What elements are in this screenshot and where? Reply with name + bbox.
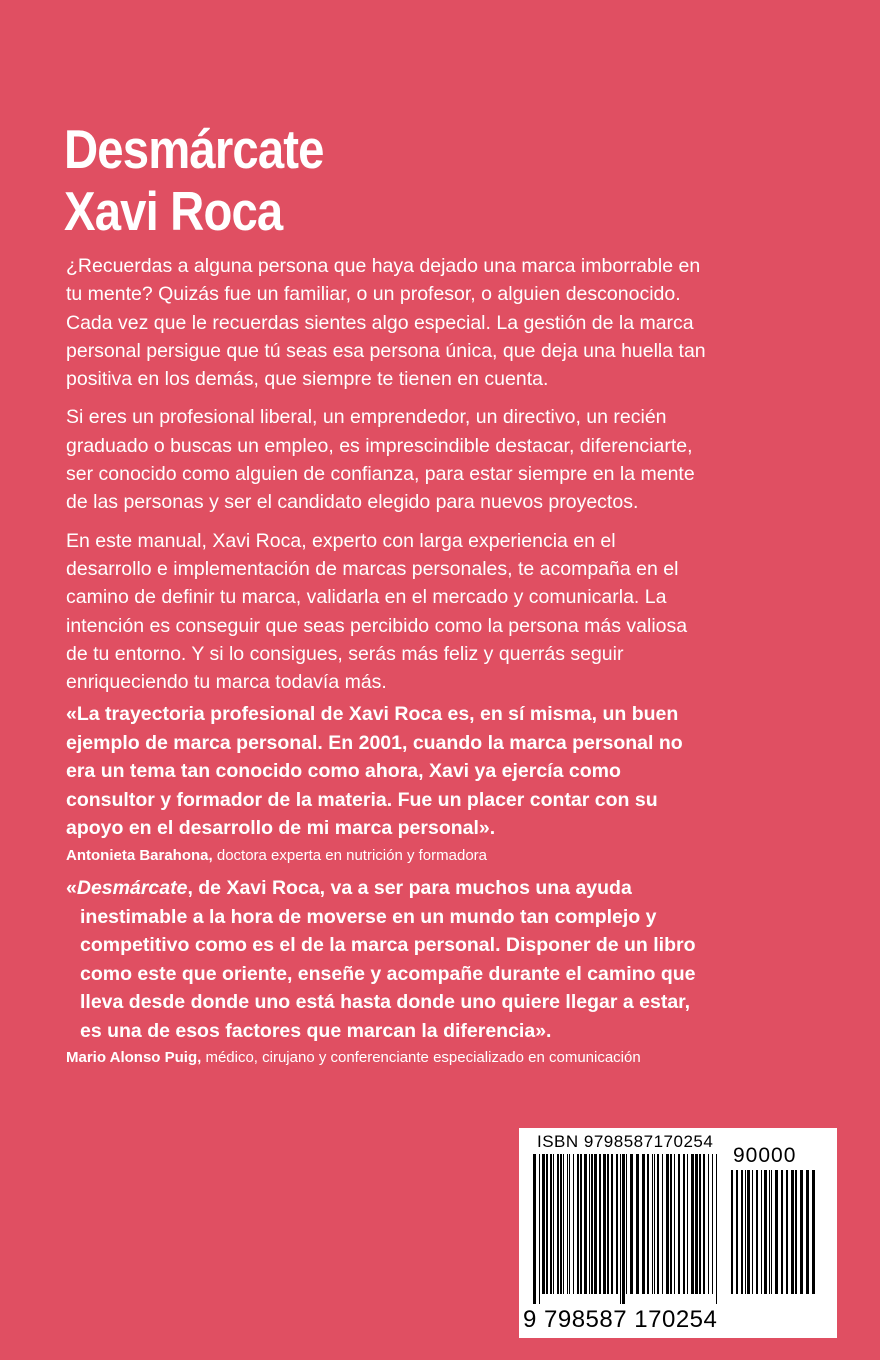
barcode-bar — [786, 1170, 788, 1294]
barcode-bar — [569, 1154, 570, 1294]
barcode-bar — [553, 1154, 554, 1294]
barcode-bar — [775, 1170, 778, 1294]
barcode-bar — [761, 1170, 762, 1294]
testimonial-2-text — [66, 874, 696, 1045]
barcode-bar — [642, 1154, 645, 1294]
barcode-bar — [674, 1154, 675, 1294]
barcode-bar — [533, 1154, 536, 1304]
barcode-bar — [800, 1170, 803, 1294]
barcode-bar — [647, 1154, 649, 1294]
testimonial-2-author: Mario Alonso Puig, — [66, 1049, 202, 1066]
barcode-bar — [791, 1170, 794, 1294]
barcode-bar — [616, 1154, 618, 1294]
barcode-bar — [607, 1154, 609, 1294]
testimonial-2-first-line: , de Xavi Roca, va a ser para muchos una ayuda — [187, 877, 632, 899]
barcode-bar — [599, 1154, 601, 1294]
isbn-label: ISBN 9798587170254 — [537, 1132, 714, 1151]
barcode-addon-bars-icon — [731, 1170, 821, 1304]
barcode-bar — [611, 1154, 613, 1294]
testimonial-2-attribution — [66, 1047, 696, 1069]
barcode-bar — [620, 1154, 621, 1304]
barcode-bar — [577, 1154, 579, 1294]
barcode-bar — [747, 1170, 750, 1294]
synopsis-paragraph-3: En este manual, Xavi Roca, experto con larga experiencia en el desarrollo e implementación de marcas personales, te acompaña en el camino de definir tu marca, validarla en el mercado y comunicarla. La intención es conseguir que seas percibido como la persona más valiosa de tu entorno. Y si lo consigues, serás más feliz y querrás seguir enriqueciendo tu marca todavía más. — [66, 529, 688, 694]
synopsis-paragraph-1: ¿Recuerdas a alguna persona que haya dejado una marca imborrable en tu mente? Quizás fue un familiar, o un profesor, o alguien desconocido. Cada vez que le recuerdas sientes algo especial. La gestión de la marca personal persigue que tú seas esa persona única, que deja una huella tan positiva en los demás, que siempre te tienen en cuenta. — [66, 255, 706, 391]
barcode-bar — [806, 1170, 809, 1294]
barcode-bar — [636, 1154, 639, 1294]
barcode-bar — [678, 1154, 680, 1294]
barcode-bar — [626, 1154, 627, 1294]
barcode-bar — [795, 1170, 797, 1294]
barcode-bar — [539, 1154, 540, 1304]
barcode-bar — [703, 1154, 705, 1294]
barcode-bar — [752, 1170, 753, 1294]
barcode-bar — [584, 1154, 587, 1294]
testimonial-2 — [66, 874, 696, 1069]
isbn-digits: 9 798587 170254 — [523, 1306, 718, 1333]
barcode-bar — [771, 1170, 772, 1294]
testimonial-2-open-quote: « — [66, 877, 77, 899]
barcode-bar — [662, 1154, 663, 1294]
barcode-bar — [691, 1154, 694, 1294]
barcode-bar — [781, 1170, 783, 1294]
testimonial-1-text: «La trayectoria profesional de Xavi Roca es, en sí misma, un buen ejemplo de marca personal. En 2001, cuando la marca personal no era un tema tan conocido como ahora, Xavi ya ejercía como consultor y formador de la materia. Fue un placer contar con su apoyo en el desarrollo de mi marca personal». — [66, 703, 683, 839]
barcode-bar — [594, 1154, 597, 1294]
testimonial-2-rest: inestimable a la hora de moverse en un mundo tan complejo y competitivo como es el de la marca personal. Disponer de un libro como este que oriente, enseñe y acompañe durante el camino que lleva desde donde uno está hasta donde uno quiere llegar a estar, es una de esos factores que marcan la diferencia». — [80, 905, 696, 1042]
barcode-bar — [657, 1154, 659, 1294]
barcode-bar — [683, 1154, 685, 1294]
barcode-bar — [712, 1154, 713, 1294]
isbn-barcode — [519, 1128, 837, 1338]
barcode-bars-icon — [533, 1154, 723, 1304]
barcode-bar — [589, 1154, 590, 1294]
barcode-bar — [567, 1154, 568, 1294]
barcode-bar — [731, 1170, 733, 1294]
barcode-bar — [666, 1154, 669, 1294]
barcode-bar — [812, 1170, 815, 1294]
synopsis-paragraph-2: Si eres un profesional liberal, un emprendedor, un directivo, un recién graduado o buscas un empleo, es imprescindible destacar, diferenciarte, ser conocido como alguien de confianza, para estar siempre en la mente de las personas y ser el candidato elegido para nuevos proyectos. — [66, 406, 695, 514]
barcode-bar — [580, 1154, 582, 1294]
barcode-bar — [542, 1154, 545, 1294]
barcode-bar — [745, 1170, 746, 1294]
barcode-bar — [756, 1170, 758, 1294]
price-code: 90000 — [733, 1144, 797, 1167]
barcode-bar — [764, 1170, 767, 1294]
barcode-bar — [573, 1154, 574, 1294]
testimonial-1 — [66, 700, 696, 867]
barcode-bar — [687, 1154, 688, 1294]
testimonial-2-book-title: Desmárcate — [76, 877, 188, 899]
testimonial-2-role: médico, cirujano y conferenciante especializado en comunicación — [201, 1049, 641, 1066]
barcode-bar — [603, 1154, 606, 1294]
barcode-bar — [708, 1154, 709, 1294]
barcode-bar — [695, 1154, 698, 1294]
book-title-block — [64, 118, 324, 242]
barcode-bar — [652, 1154, 653, 1294]
barcode-bar — [560, 1154, 562, 1294]
barcode-bar — [741, 1170, 743, 1294]
book-author: Xavi Roca — [64, 180, 283, 242]
barcode-bar — [550, 1154, 552, 1294]
barcode-bar — [769, 1170, 770, 1294]
barcode-bar — [622, 1154, 625, 1304]
barcode-bar — [654, 1154, 655, 1294]
barcode-bar — [630, 1154, 633, 1294]
barcode-bar — [670, 1154, 672, 1294]
testimonial-1-attribution — [66, 845, 696, 867]
barcode-bar — [716, 1154, 717, 1304]
barcode-bar — [563, 1154, 564, 1294]
book-title: Desmárcate — [64, 118, 324, 180]
barcode-bar — [699, 1154, 701, 1294]
barcode-bar — [591, 1154, 593, 1294]
barcode-bar — [736, 1170, 738, 1294]
testimonial-1-role: doctora experta en nutrición y formadora — [212, 846, 488, 864]
testimonial-1-author: Antonieta Barahona, — [66, 846, 213, 864]
synopsis — [66, 252, 706, 706]
barcode-bar — [546, 1154, 548, 1294]
barcode-bar — [557, 1154, 559, 1294]
